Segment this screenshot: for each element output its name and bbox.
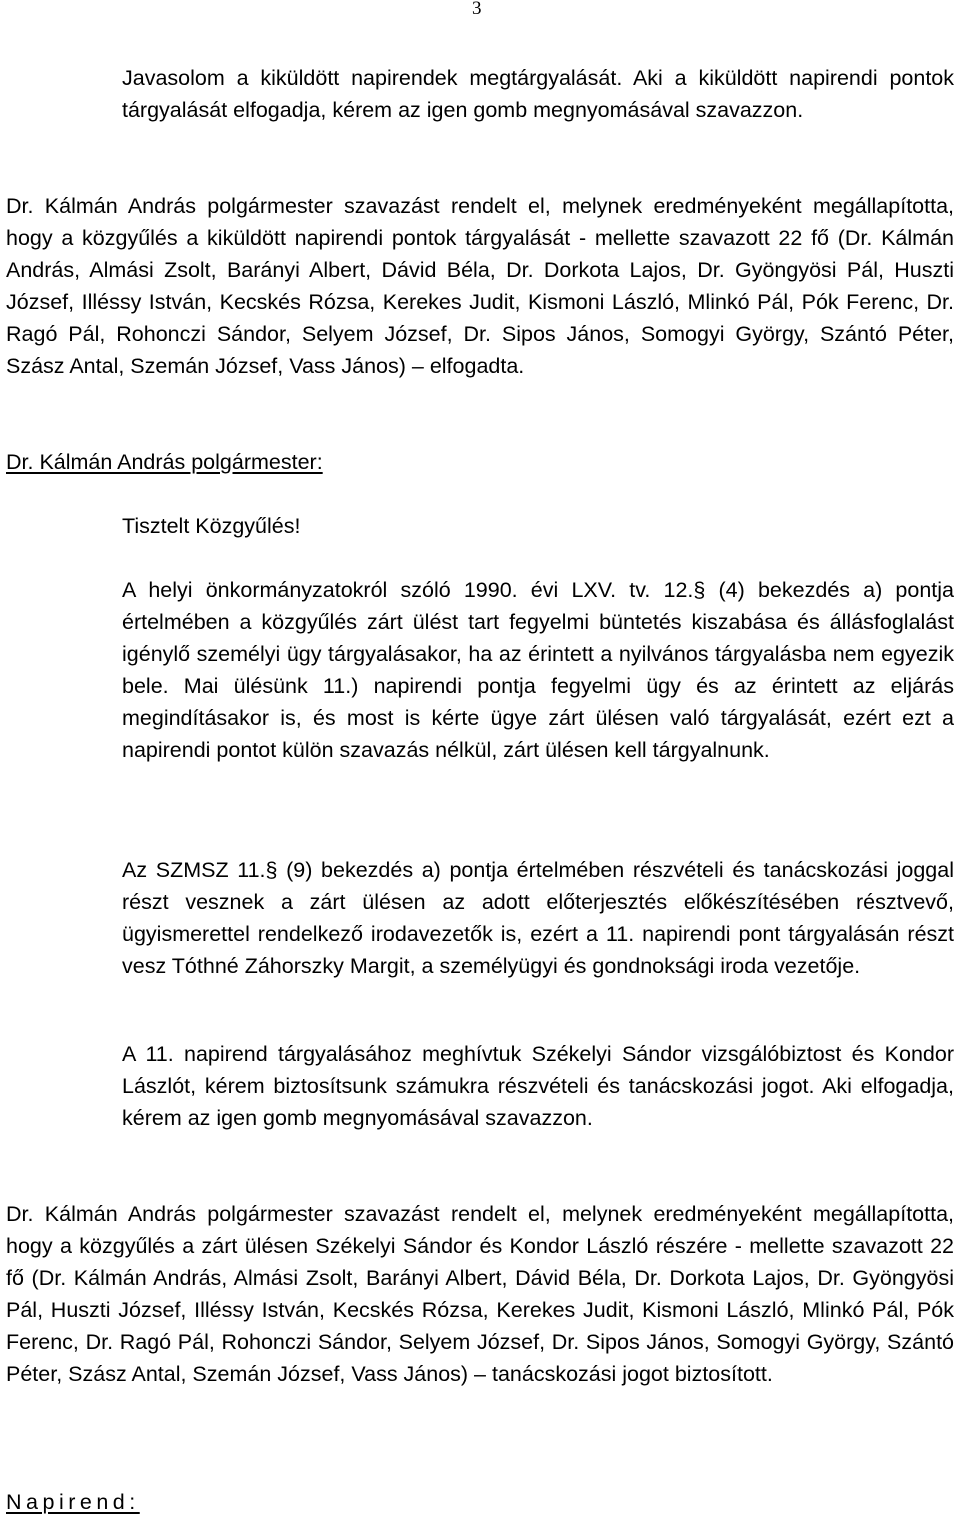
salutation: Tisztelt Közgyűlés! (122, 514, 301, 538)
paragraph-vote-result-agenda: Dr. Kálmán András polgármester szavazást rendelt el, melynek eredményeként megállapította, hogy a közgyűlés a kiküldött napirendi pontok tárgyalását - mellette szavazott 22 fő (Dr. Kálmán András, Almási Zsolt, Barányi Albert, Dávid Béla, Dr. Dorkota Lajos, Dr. Gyöngyösi Pál, Huszti József, Illéssy István, Kecskés Rózsa, Kerekes Judit, Kismoni László, Mlinkó Pál, Pók Ferenc, Dr. Ragó Pál, Rohonczi Sándor, Selyem József, Dr. Sipos János, Somogyi György, Szántó Péter, Szász Antal, Szemán József, Vass János) – elfogadta. (6, 194, 954, 378)
paragraph-invited-guests: A 11. napirend tárgyalásához meghívtuk Székelyi Sándor vizsgálóbiztost és Kondor Lászlót, kérem biztosítsunk számukra részvételi és tanácskozási jogot. Aki elfogadja, kérem az igen gomb megnyomásával szavazzon. (122, 1042, 954, 1130)
agenda-heading: Napirend: (6, 1490, 140, 1514)
paragraph-vote-result-consultation: Dr. Kálmán András polgármester szavazást rendelt el, melynek eredményeként megállapította, hogy a közgyűlés a zárt ülésen Székelyi Sándor és Kondor László részére - mellette szavazott 22 fő (Dr. Kálmán András, Almási Zsolt, Barányi Albert, Dávid Béla, Dr. Dorkota Lajos, Dr. Gyöngyösi Pál, Huszti József, Illéssy István, Kecskés Rózsa, Kerekes Judit, Kismoni László, Mlinkó Pál, Pók Ferenc, Dr. Ragó Pál, Rohonczi Sándor, Selyem József, Dr. Sipos János, Somogyi György, Szántó Péter, Szász Antal, Szemán József, Vass János) – tanácskozási jogot biztosított. (6, 1202, 954, 1386)
page-number: 3 (472, 0, 482, 19)
speaker-heading: Dr. Kálmán András polgármester: (6, 450, 323, 474)
paragraph-agenda-proposal: Javasolom a kiküldött napirendek megtárgyalását. Aki a kiküldött napirendi pontok tárgyalását elfogadja, kérem az igen gomb megnyomásával szavazzon. (122, 66, 954, 122)
paragraph-closed-session-law: A helyi önkormányzatokról szóló 1990. évi LXV. tv. 12.§ (4) bekezdés a) pontja értelmében a közgyűlés zárt ülést tart fegyelmi büntetés kiszabása és állásfoglalást igénylő személyi ügy tárgyalásakor, ha az érintett a nyilvános tárgyalásba nem egyezik bele. Mai ülésünk 11.) napirendi pontja fegyelmi ügy és az érintett az eljárás megindításakor is, és most is kérte ügye zárt ülésen való tárgyalását, ezért ezt a napirendi pontot külön szavazás nélkül, zárt ülésen kell tárgyalnunk. (122, 578, 954, 762)
paragraph-szmsz-participation: Az SZMSZ 11.§ (9) bekezdés a) pontja értelmében részvételi és tanácskozási joggal részt vesznek a zárt ülésen az adott előterjesztés előkészítésében résztvevő, ügyismerettel rendelkező irodavezetők is, ezért a 11. napirendi pont tárgyalásán részt vesz Tóthné Záhorszky Margit, a személyügyi és gondnoksági iroda vezetője. (122, 858, 954, 978)
